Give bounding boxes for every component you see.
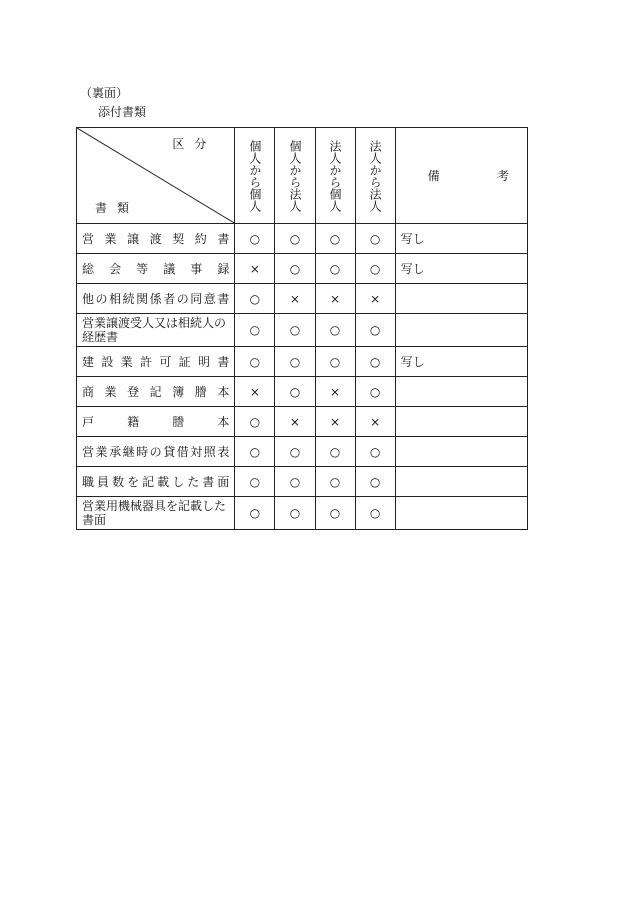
mark-cell: ○ — [275, 377, 315, 407]
mark-cell: × — [235, 377, 275, 407]
mark-cell: ○ — [315, 254, 355, 284]
mark-cell: ○ — [235, 437, 275, 467]
table-row — [77, 377, 528, 407]
table-row — [77, 314, 528, 347]
category-header-label: 区分 — [172, 137, 217, 151]
mark-cell: ○ — [275, 347, 315, 377]
mark-cell: ○ — [355, 467, 395, 497]
document-name: 営業承継時の貸借対照表 — [82, 444, 230, 459]
document-name-cell — [77, 284, 235, 314]
document-name-cell — [77, 497, 235, 530]
mark-cell: ○ — [355, 497, 395, 530]
mark-cell: ○ — [315, 347, 355, 377]
document-name-cell — [77, 314, 235, 347]
note-cell: 写し — [395, 224, 527, 254]
column-header-corporation-to-individual — [315, 128, 355, 224]
documents-header-label: 書類 — [95, 201, 140, 215]
note-cell — [395, 437, 527, 467]
document-name: 営業譲渡契約書 — [82, 231, 230, 246]
mark-cell: ○ — [235, 467, 275, 497]
mark-cell: ○ — [275, 437, 315, 467]
mark-cell: × — [275, 407, 315, 437]
mark-cell: ○ — [355, 254, 395, 284]
mark-cell: × — [355, 284, 395, 314]
document-name-cell — [77, 407, 235, 437]
table-row — [77, 437, 528, 467]
mark-cell: ○ — [355, 377, 395, 407]
mark-cell: ○ — [315, 437, 355, 467]
table-header-row — [77, 128, 528, 224]
column-header-label: 個人から個人 — [247, 139, 262, 212]
attachments-table — [76, 127, 528, 530]
document-name: 営業譲渡受人又は相続人の経歴書 — [82, 316, 227, 344]
mark-cell: ○ — [355, 347, 395, 377]
note-cell — [395, 497, 527, 530]
document-name-cell — [77, 224, 235, 254]
note-cell — [395, 467, 527, 497]
table-row — [77, 407, 528, 437]
mark-cell: ○ — [315, 224, 355, 254]
document-name: 他の相続関係者の同意書 — [82, 291, 230, 306]
mark-cell: ○ — [315, 314, 355, 347]
document-name-cell — [77, 437, 235, 467]
mark-cell: ○ — [275, 224, 315, 254]
mark-cell: ○ — [355, 437, 395, 467]
mark-cell: ○ — [275, 254, 315, 284]
mark-cell: ○ — [315, 497, 355, 530]
mark-cell: × — [315, 407, 355, 437]
column-header-individual-to-corporation — [275, 128, 315, 224]
document-name: 商業登記簿謄本 — [82, 384, 230, 399]
mark-cell: ○ — [275, 467, 315, 497]
mark-cell: ○ — [275, 497, 315, 530]
mark-cell: ○ — [355, 314, 395, 347]
table-row — [77, 347, 528, 377]
document-name: 総会等議事録 — [82, 261, 230, 276]
document-name: 営業用機械器具を記載した書面 — [82, 499, 227, 527]
document-name-cell — [77, 377, 235, 407]
note-cell — [395, 314, 527, 347]
mark-cell: × — [275, 284, 315, 314]
column-header-label: 法人から法人 — [368, 139, 383, 212]
mark-cell: ○ — [275, 314, 315, 347]
mark-cell: ○ — [235, 347, 275, 377]
mark-cell: ○ — [235, 284, 275, 314]
note-cell — [395, 284, 527, 314]
note-cell: 写し — [395, 254, 527, 284]
column-header-label: 法人から個人 — [328, 139, 343, 212]
table-row — [77, 467, 528, 497]
mark-cell: × — [235, 254, 275, 284]
mark-cell: × — [315, 284, 355, 314]
column-header-label: 個人から法人 — [287, 139, 302, 212]
notes-column-header — [395, 128, 527, 224]
mark-cell: ○ — [315, 467, 355, 497]
column-header-corporation-to-corporation — [355, 128, 395, 224]
mark-cell: ○ — [355, 224, 395, 254]
note-cell — [395, 407, 527, 437]
note-cell: 写し — [395, 347, 527, 377]
document-name-cell — [77, 347, 235, 377]
notes-header-char-1: 備 — [427, 169, 440, 183]
mark-cell: × — [315, 377, 355, 407]
mark-cell: ○ — [235, 497, 275, 530]
section-title: 添付書類 — [98, 105, 147, 119]
document-name: 戸籍謄本 — [82, 414, 230, 429]
table-row — [77, 224, 528, 254]
column-header-individual-to-individual — [235, 128, 275, 224]
mark-cell: ○ — [235, 224, 275, 254]
table-row — [77, 254, 528, 284]
corner-header-cell — [77, 128, 235, 224]
document-name: 職員数を記載した書面 — [82, 474, 230, 489]
note-cell — [395, 377, 527, 407]
document-name-cell — [77, 254, 235, 284]
table-row — [77, 284, 528, 314]
document-name: 建設業許可証明書 — [82, 354, 230, 369]
mark-cell: ○ — [235, 407, 275, 437]
page-label: （裏面） — [80, 86, 129, 100]
notes-header-char-2: 考 — [496, 169, 509, 183]
table-row — [77, 497, 528, 530]
mark-cell: × — [355, 407, 395, 437]
mark-cell: ○ — [235, 314, 275, 347]
document-name-cell — [77, 467, 235, 497]
